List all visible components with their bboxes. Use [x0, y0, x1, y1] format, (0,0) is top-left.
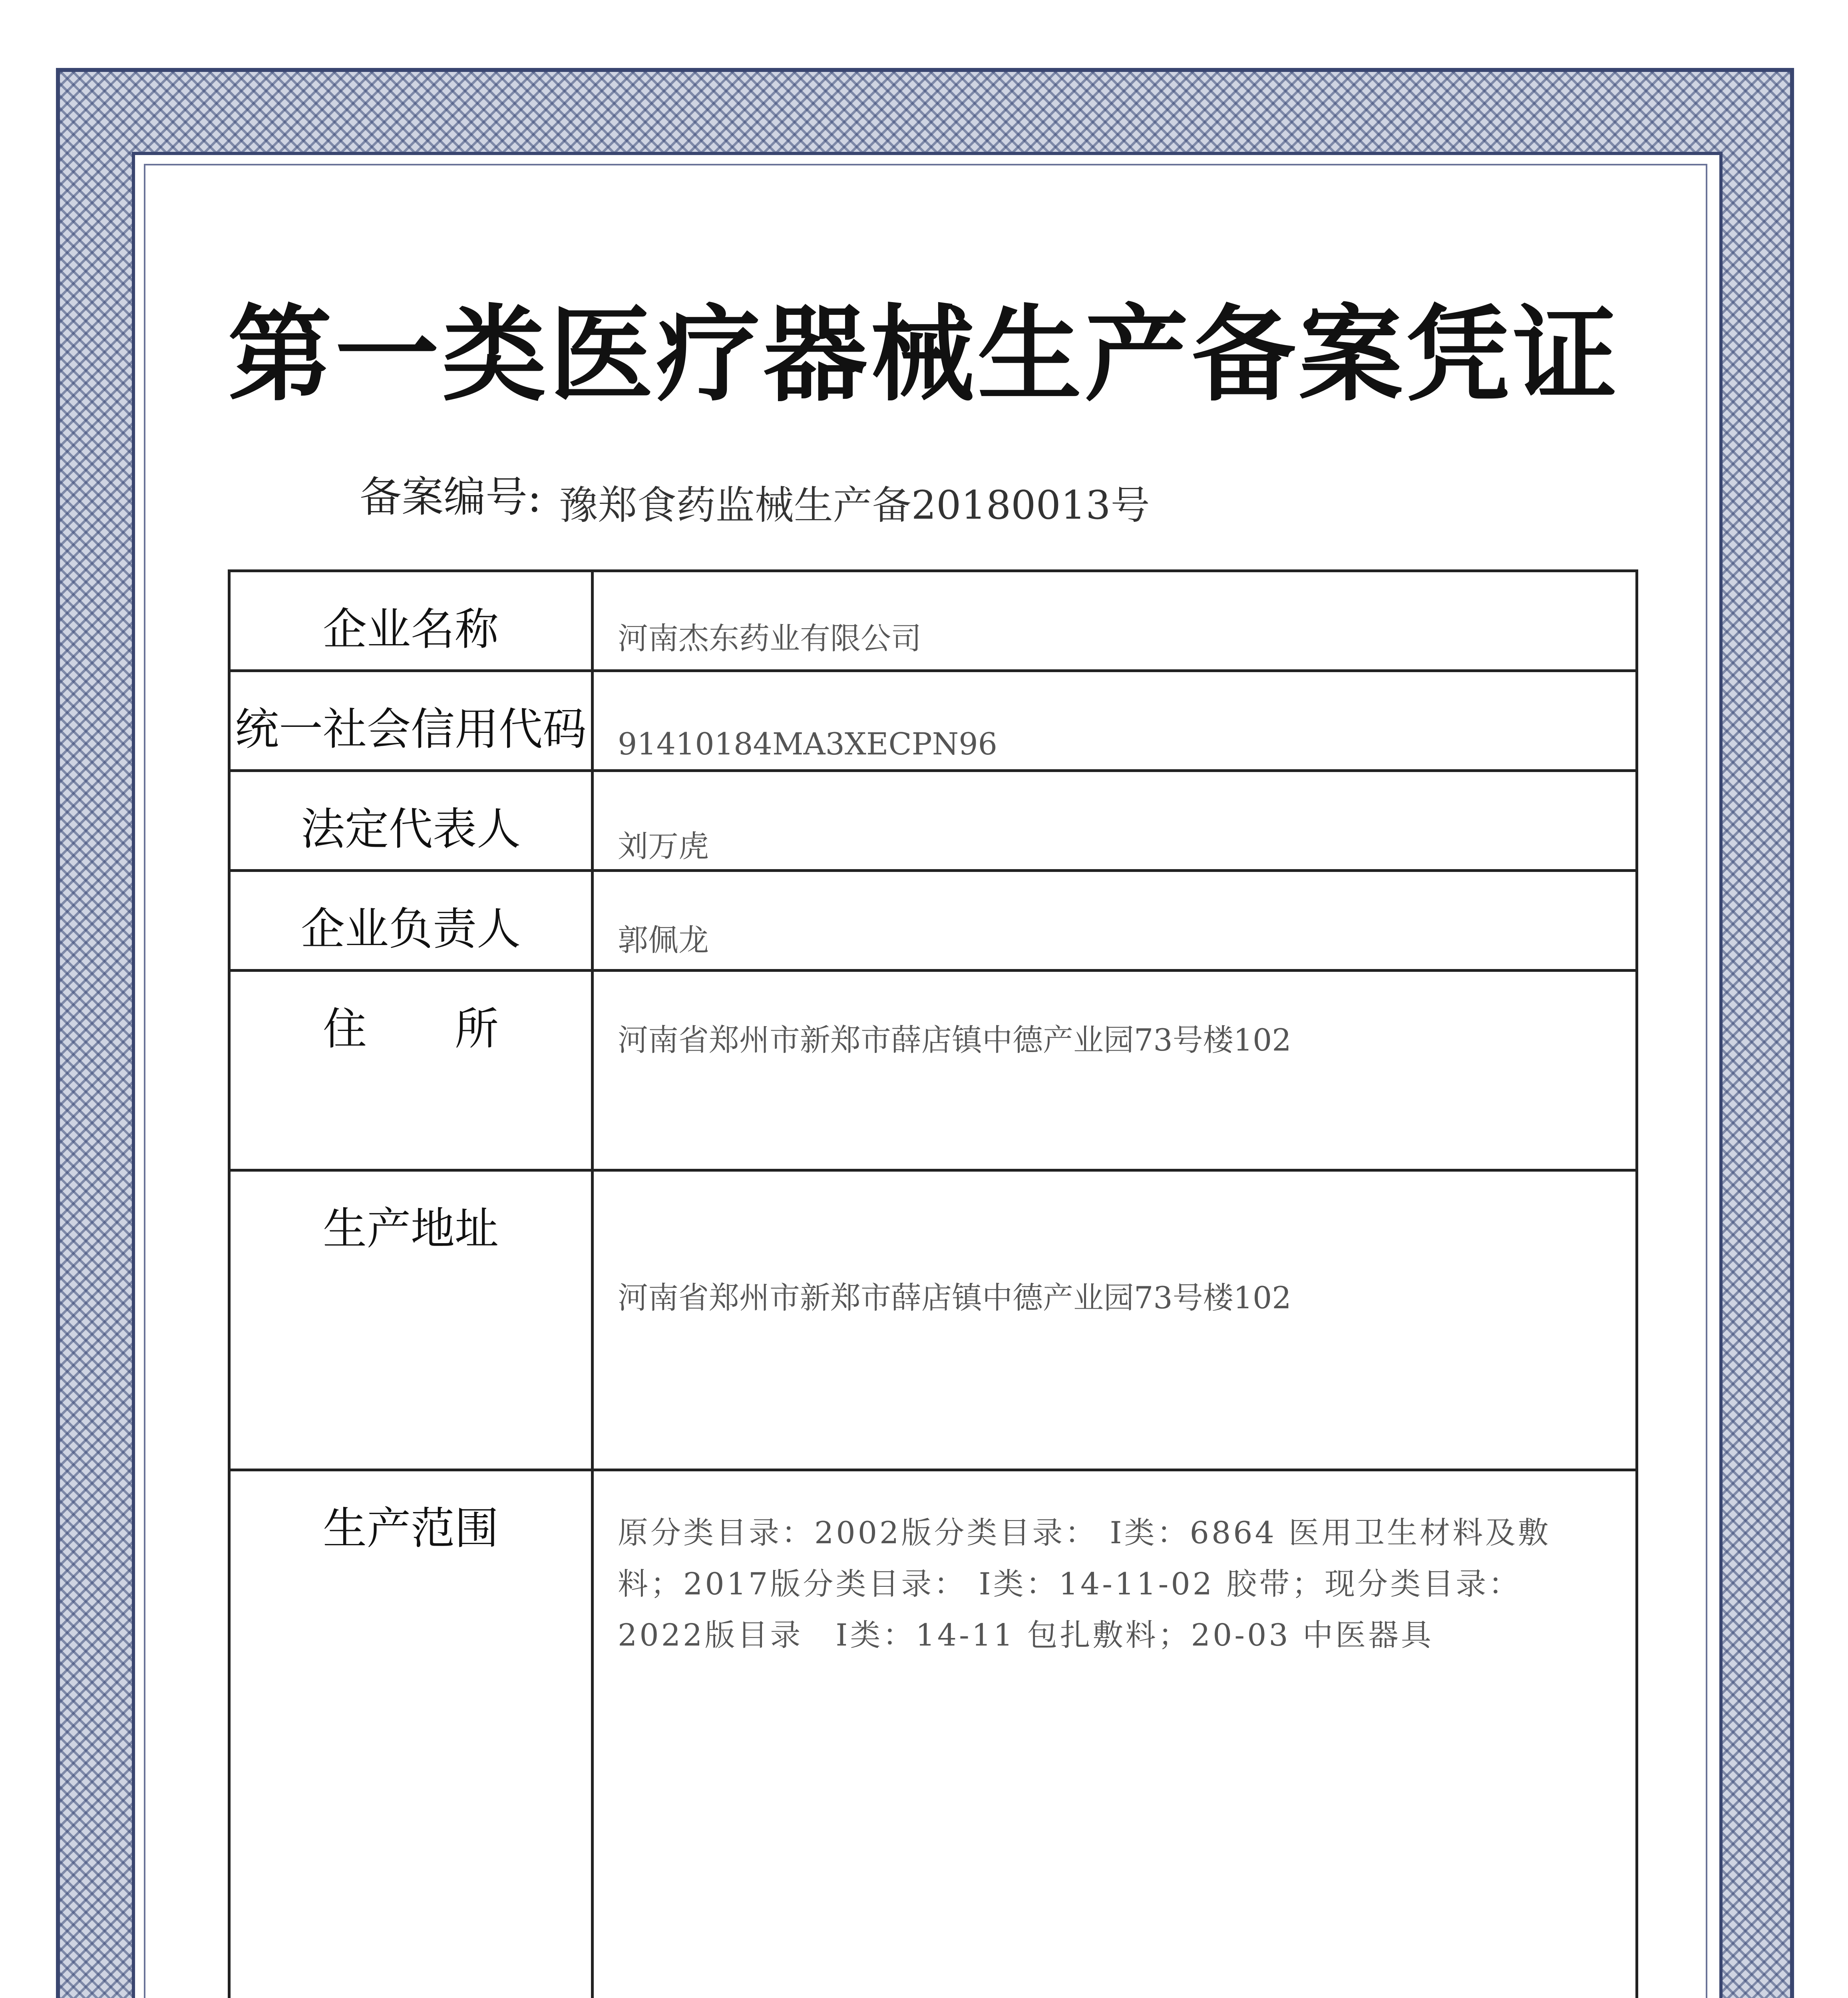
field-value-credit-code: 91410184MA3XECPN96 — [593, 671, 1637, 771]
field-label-credit-code: 统一社会信用代码 — [229, 671, 593, 771]
table-row — [229, 571, 1637, 671]
field-value-address: 河南省郑州市新郑市薛店镇中德产业园73号楼102 — [593, 971, 1637, 1170]
field-label-company: 企业名称 — [229, 571, 593, 671]
registration-number: 豫郑食药监械生产备20180013号 — [559, 483, 1150, 528]
field-label-production-address: 生产地址 — [229, 1170, 593, 1470]
table-row — [229, 771, 1637, 871]
field-label-legal-rep: 法定代表人 — [229, 771, 593, 871]
registration-row — [360, 464, 1150, 528]
table-row — [229, 671, 1637, 771]
table-row — [229, 1170, 1637, 1470]
table-row — [229, 871, 1637, 971]
field-value-company: 河南杰东药业有限公司 — [593, 571, 1637, 671]
field-value-production-address: 河南省郑州市新郑市薛店镇中德产业园73号楼102 — [593, 1170, 1637, 1470]
field-value-principal: 郭佩龙 — [593, 871, 1637, 971]
registration-label: 备案编号: — [360, 473, 542, 521]
field-value-production-scope: 原分类目录：2002版分类目录： Ⅰ类：6864 医用卫生材料及敷料；2017版分类目录： Ⅰ类：14-11-02 胶带；现分类目录：2022版目录 Ⅰ类：14-11 包扎敷料；20-03 中医器具 — [593, 1470, 1637, 1998]
table-row — [229, 1470, 1637, 1998]
info-table — [228, 569, 1638, 1998]
field-label-address: 住 所 — [229, 971, 593, 1170]
certificate-title: 第一类医疗器械生产备案凭证 — [228, 294, 1620, 416]
field-label-principal: 企业负责人 — [229, 871, 593, 971]
field-label-production-scope: 生产范围 — [229, 1470, 593, 1998]
table-row — [229, 971, 1637, 1170]
field-value-legal-rep: 刘万虎 — [593, 771, 1637, 871]
